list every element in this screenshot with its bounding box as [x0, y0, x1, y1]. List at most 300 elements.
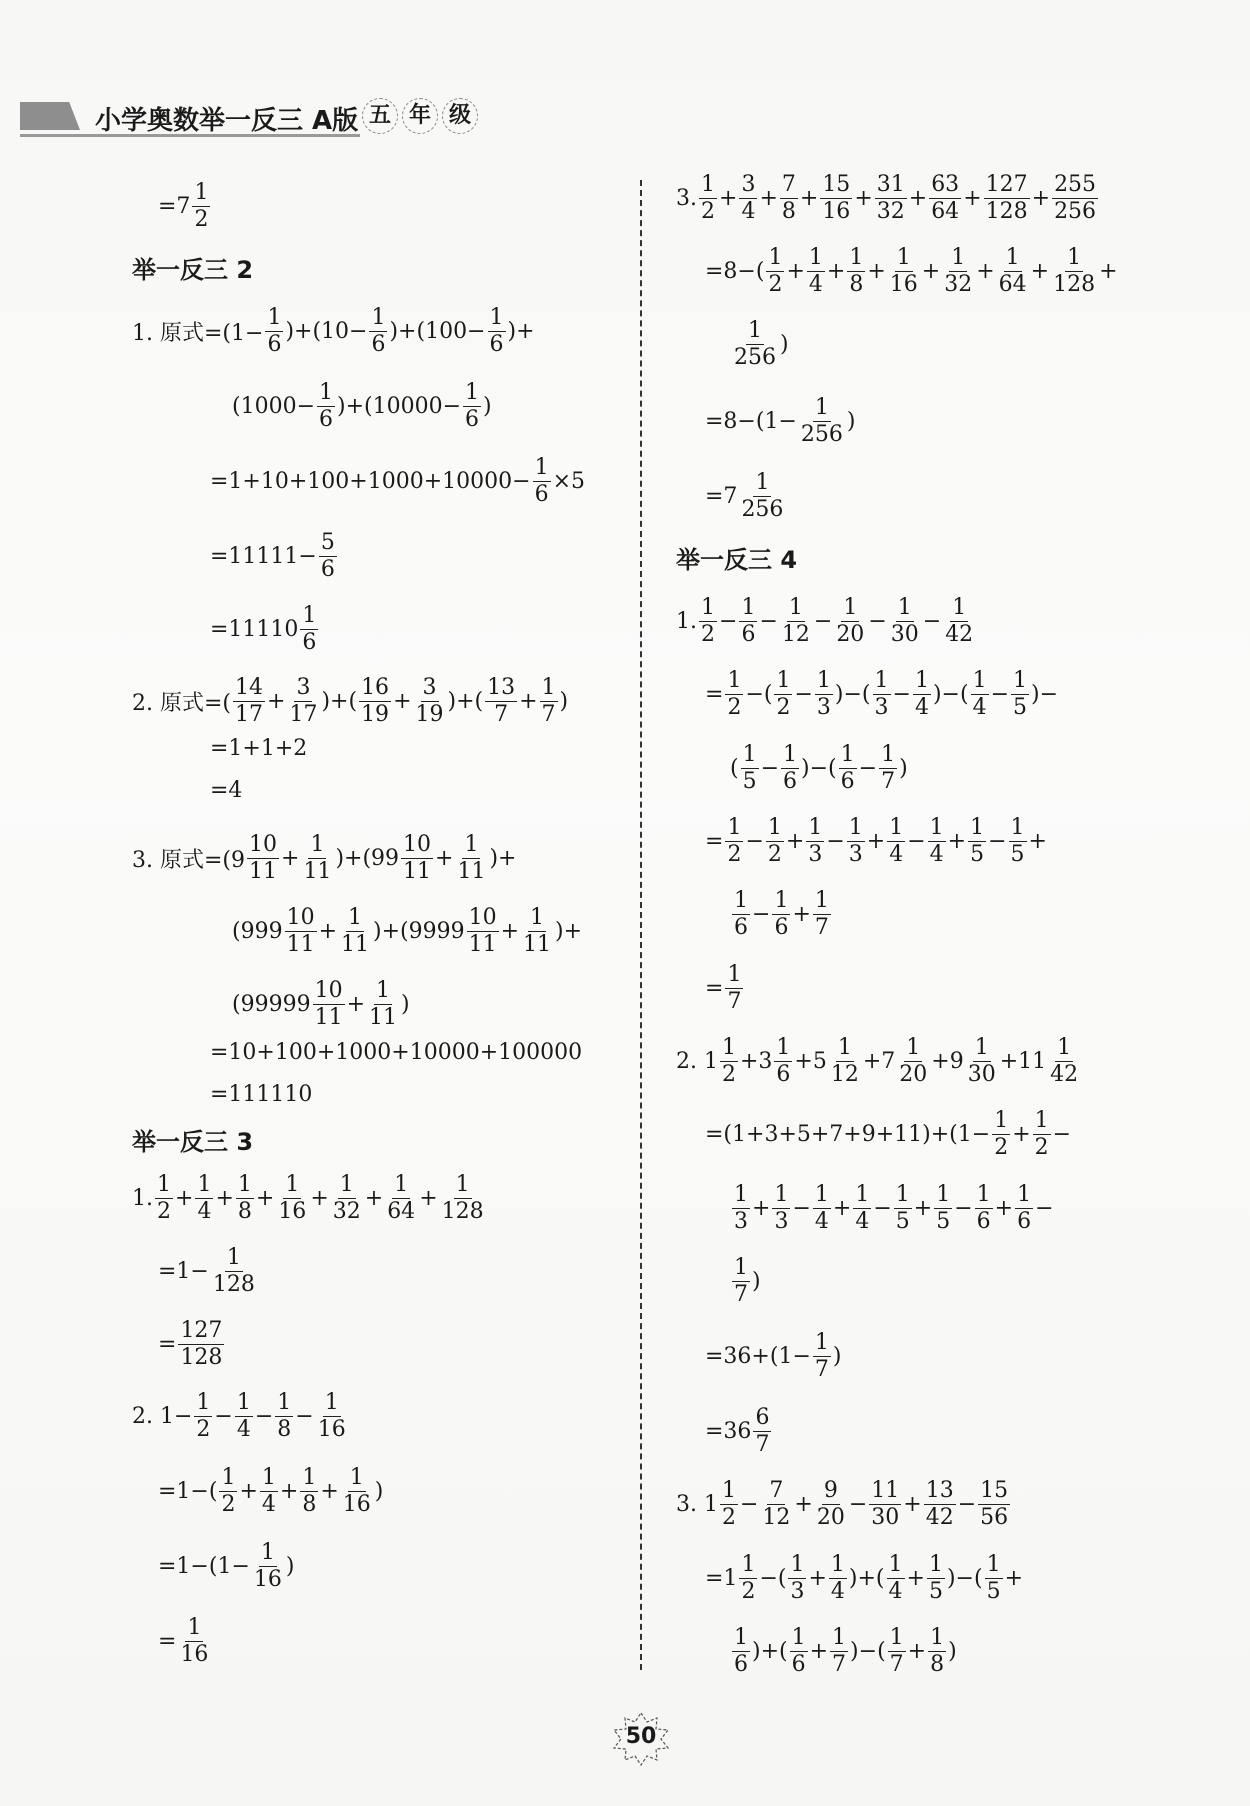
denominator: 6	[319, 407, 334, 432]
denominator: 11	[523, 932, 552, 957]
fraction	[367, 978, 399, 1031]
section-heading: 举一反三 2	[132, 256, 254, 284]
numerator: 1	[928, 1552, 943, 1577]
denominator: 2	[727, 695, 742, 720]
math-text: )+(	[848, 1566, 885, 1591]
math-text: +	[799, 186, 819, 211]
numerator: 31	[876, 172, 905, 197]
numerator: 1	[319, 380, 334, 405]
denominator: 32	[944, 272, 973, 297]
numerator: 1	[1010, 815, 1025, 840]
denominator: 5	[742, 769, 757, 794]
math-text: +	[175, 1186, 194, 1211]
fraction	[978, 1478, 1010, 1531]
math-text: =11110	[210, 617, 299, 642]
math-text: +	[239, 1479, 258, 1504]
numerator: 127	[985, 172, 1028, 197]
numerator: 13	[487, 675, 516, 700]
math-text: )+(10000−	[337, 394, 462, 419]
fraction	[929, 172, 961, 225]
fraction	[873, 668, 891, 721]
math-text: −	[848, 1492, 868, 1517]
denominator: 6	[976, 1209, 991, 1234]
fraction	[285, 905, 317, 958]
denominator: 8	[237, 1199, 252, 1224]
equation-line	[730, 1182, 1054, 1235]
numerator: 1	[930, 1625, 945, 1650]
denominator: 4	[889, 842, 904, 867]
fraction	[236, 1172, 254, 1225]
math-text: =1−(1−	[158, 1554, 250, 1579]
grade-char: 五	[362, 98, 398, 134]
fraction	[414, 675, 446, 728]
math-text: )+	[555, 919, 583, 944]
denominator: 5	[970, 842, 985, 867]
math-text: +	[393, 689, 412, 714]
math-text: −	[1035, 1196, 1054, 1221]
denominator: 128	[1053, 272, 1096, 297]
denominator: 8	[781, 199, 796, 224]
denominator: 256	[800, 422, 843, 447]
denominator: 2	[157, 1199, 171, 1224]
denominator: 2	[701, 622, 715, 647]
numerator: 1	[1017, 1182, 1032, 1207]
numerator: 1	[727, 962, 742, 987]
equation-line	[158, 1465, 383, 1518]
denominator: 16	[342, 1492, 371, 1517]
math-text: 1. 原式=(1−	[132, 321, 264, 346]
numerator: 1	[814, 395, 829, 420]
fraction	[772, 888, 790, 941]
math-text: =8−(	[705, 259, 765, 284]
equation-line	[158, 180, 212, 233]
math-text: =	[705, 829, 724, 854]
math-text: )	[401, 992, 410, 1017]
fraction	[968, 815, 986, 868]
numerator: 1	[196, 1390, 211, 1415]
fraction	[339, 905, 371, 958]
math-text: )+(10−	[285, 319, 368, 344]
numerator: 1	[874, 668, 889, 693]
numerator: 1	[896, 245, 911, 270]
numerator: 1	[889, 815, 904, 840]
math-text: =	[705, 976, 724, 1001]
fraction	[788, 1552, 806, 1605]
math-text: −	[794, 682, 813, 707]
numerator: 1	[897, 595, 912, 620]
math-text: 2. 原式=(	[132, 691, 232, 716]
math-text: (99999	[232, 992, 311, 1017]
numerator: 1	[741, 595, 756, 620]
math-text: +	[281, 846, 300, 871]
fraction	[966, 1035, 998, 1088]
math-text: +	[947, 829, 967, 854]
numerator: 1	[768, 245, 783, 270]
grade-char: 级	[442, 98, 478, 134]
denominator: 12	[781, 622, 810, 647]
denominator: 4	[830, 1579, 845, 1604]
numerator: 1	[855, 1182, 870, 1207]
math-text: −(	[745, 682, 773, 707]
math-text: )+(	[447, 689, 484, 714]
math-text: 3.	[676, 186, 697, 211]
fraction	[942, 245, 974, 298]
math-text: +	[267, 689, 286, 714]
math-text: +	[435, 846, 454, 871]
denominator: 6	[534, 482, 549, 507]
numerator: 1	[261, 1465, 276, 1490]
fraction	[316, 1390, 348, 1443]
math-text: −	[760, 756, 780, 781]
math-text: (999	[232, 919, 283, 944]
fraction	[725, 815, 743, 868]
denominator: 3	[816, 695, 831, 720]
numerator: 1	[302, 603, 317, 628]
fraction	[463, 380, 481, 433]
denominator: 4	[814, 1209, 829, 1234]
equation-line	[705, 1405, 773, 1458]
math-text: +	[808, 1566, 827, 1591]
denominator: 3	[790, 1579, 805, 1604]
denominator: 6	[302, 630, 317, 655]
equation-line	[158, 1615, 212, 1668]
fraction	[799, 395, 845, 448]
denominator: 2	[1034, 1135, 1049, 1160]
equation-line	[730, 1255, 761, 1308]
fraction	[341, 1465, 373, 1518]
denominator: 11	[457, 859, 486, 884]
numerator: 1	[776, 668, 791, 693]
denominator: 4	[808, 272, 823, 297]
equation-line	[676, 1478, 1012, 1531]
denominator: 11	[303, 859, 332, 884]
math-text: −	[739, 1492, 759, 1517]
math-text: +	[908, 186, 928, 211]
fraction	[820, 172, 852, 225]
math-text: −	[254, 1404, 274, 1429]
math-text: =1−(	[158, 1479, 218, 1504]
math-text: +	[794, 1492, 813, 1517]
numerator: 1	[970, 815, 985, 840]
denominator: 6	[320, 557, 335, 582]
denominator: 64	[998, 272, 1027, 297]
denominator: 7	[889, 1652, 904, 1677]
math-text: +	[1028, 829, 1047, 854]
math-text: )	[780, 332, 789, 357]
math-text: +	[792, 902, 811, 927]
denominator: 8	[930, 1652, 945, 1677]
denominator: 3	[734, 1209, 748, 1234]
equation-line	[132, 1172, 488, 1225]
denominator: 2	[767, 842, 782, 867]
math-text: +	[854, 186, 873, 211]
denominator: 32	[332, 1199, 361, 1224]
numerator: 1	[808, 245, 823, 270]
equation-line	[210, 530, 339, 583]
math-text: +9	[931, 1049, 964, 1074]
numerator: 1	[394, 1172, 409, 1197]
numerator: 1	[742, 742, 757, 767]
numerator: 1	[848, 815, 863, 840]
denominator: 7	[734, 1282, 748, 1307]
fraction	[1051, 245, 1097, 298]
math-text: +	[1030, 259, 1050, 284]
fraction	[753, 1405, 771, 1458]
denominator: 6	[776, 1062, 791, 1087]
numerator: 1	[791, 1625, 806, 1650]
fraction	[766, 245, 784, 298]
numerator: 1	[914, 668, 929, 693]
denominator: 6	[489, 332, 504, 357]
equation-line	[132, 1390, 350, 1443]
denominator: 16	[253, 1567, 282, 1592]
fraction	[300, 603, 318, 656]
fraction	[178, 1318, 224, 1371]
math-text: =	[705, 682, 724, 707]
math-text: −	[868, 609, 887, 634]
numerator: 1	[1013, 668, 1027, 693]
denominator: 4	[855, 1209, 870, 1234]
denominator: 16	[180, 1642, 209, 1667]
denominator: 3	[848, 842, 863, 867]
math-text: (1000−	[232, 394, 316, 419]
numerator: 15	[822, 172, 851, 197]
math-text: )+(100−	[389, 319, 486, 344]
math-text: +	[921, 259, 941, 284]
numerator: 1	[1005, 245, 1020, 270]
denominator: 20	[836, 622, 865, 647]
numerator: 1	[830, 1552, 845, 1577]
fraction	[739, 172, 757, 225]
denominator: 6	[465, 407, 480, 432]
denominator: 6	[371, 332, 386, 357]
denominator: 6	[1017, 1209, 1032, 1234]
fraction	[847, 815, 865, 868]
denominator: 128	[441, 1199, 484, 1224]
fraction	[829, 1035, 861, 1088]
numerator: 1	[889, 1625, 904, 1650]
math-text: )	[285, 1554, 295, 1579]
math-text: +	[279, 1479, 299, 1504]
equation-line	[705, 470, 787, 523]
math-text: +	[500, 919, 520, 944]
denominator: 5	[936, 1209, 951, 1234]
math-text: )−(	[801, 756, 837, 781]
fraction	[887, 1552, 905, 1605]
denominator: 6	[734, 915, 748, 940]
math-text: +	[255, 1186, 275, 1211]
denominator: 42	[925, 1505, 954, 1530]
fraction	[887, 815, 905, 868]
math-text: =111110	[210, 1082, 313, 1107]
numerator: 5	[320, 530, 335, 555]
numerator: 1	[952, 595, 967, 620]
numerator: 1	[236, 1390, 251, 1415]
numerator: 1	[840, 742, 855, 767]
math-text: −	[954, 1196, 973, 1221]
denominator: 42	[1050, 1062, 1079, 1087]
math-text: 3. 1	[676, 1492, 718, 1517]
fraction	[739, 470, 785, 523]
denominator: 32	[876, 199, 905, 224]
denominator: 6	[267, 332, 282, 357]
denominator: 11	[249, 859, 277, 884]
page-number-badge	[610, 1712, 672, 1766]
equation-line	[210, 778, 242, 803]
numerator: 7	[769, 1478, 784, 1503]
numerator: 1	[721, 1035, 736, 1060]
denominator: 30	[967, 1062, 996, 1087]
numerator: 1	[530, 905, 545, 930]
fraction	[888, 245, 920, 298]
numerator: 1	[349, 1465, 364, 1490]
fraction	[359, 675, 391, 728]
denominator: 2	[721, 1505, 736, 1530]
denominator: 5	[895, 1209, 910, 1234]
denominator: 6	[840, 769, 855, 794]
numerator: 1	[832, 1625, 847, 1650]
denominator: 11	[286, 932, 315, 957]
fraction	[467, 905, 499, 958]
numerator: 1	[371, 305, 386, 330]
math-text: −	[1052, 1122, 1072, 1147]
denominator: 11	[341, 932, 370, 957]
denominator: 5	[1010, 842, 1025, 867]
numerator: 1	[814, 1330, 829, 1355]
book-title: 小学奥数举一反三 A版	[95, 106, 359, 136]
numerator: 1	[324, 1390, 339, 1415]
equation-line	[210, 1040, 582, 1065]
numerator: 1	[727, 668, 742, 693]
math-text: −	[990, 682, 1009, 707]
denominator: 4	[236, 1417, 251, 1442]
fraction	[992, 1108, 1010, 1161]
math-text: +	[1031, 186, 1051, 211]
math-text: (	[730, 756, 739, 781]
numerator: 1	[849, 245, 864, 270]
fraction	[533, 455, 551, 508]
fraction	[1033, 1108, 1051, 1161]
numerator: 1	[721, 1478, 736, 1503]
denominator: 5	[928, 1579, 943, 1604]
numerator: 6	[755, 1405, 770, 1430]
numerator: 1	[455, 1172, 470, 1197]
math-text: =	[158, 1332, 177, 1357]
math-text: −	[214, 1404, 233, 1429]
numerator: 1	[465, 380, 480, 405]
numerator: 1	[157, 1172, 171, 1197]
fraction	[488, 305, 506, 358]
equation-line	[730, 1625, 957, 1678]
equation-line	[132, 675, 568, 728]
denominator: 20	[899, 1062, 928, 1087]
numerator: 1	[936, 1182, 951, 1207]
math-text: +3	[739, 1049, 773, 1074]
math-text: +	[903, 1492, 922, 1517]
equation-line	[210, 603, 320, 656]
fraction	[897, 1035, 929, 1088]
denominator: 11	[369, 1005, 398, 1030]
numerator: 1	[302, 1465, 317, 1490]
math-text: −	[752, 902, 771, 927]
fraction	[815, 1478, 847, 1531]
math-text: +	[519, 689, 538, 714]
math-text: +	[809, 1639, 829, 1664]
fraction	[331, 1172, 363, 1225]
fraction	[928, 1625, 946, 1678]
numerator: 1	[194, 180, 209, 205]
math-text: +	[867, 259, 886, 284]
fraction	[369, 305, 387, 358]
math-text: −	[922, 609, 942, 634]
math-text: +	[866, 829, 886, 854]
math-text: =(1+3+5+7+9+11)+(1−	[705, 1122, 991, 1147]
fraction	[178, 1615, 210, 1668]
fraction	[313, 978, 345, 1031]
section-heading: 举一反三 3	[132, 1128, 254, 1156]
denominator: 17	[235, 702, 264, 727]
fraction	[1048, 1035, 1080, 1088]
math-text: )+	[507, 319, 535, 344]
math-text: )	[559, 689, 569, 714]
denominator: 42	[945, 622, 974, 647]
fraction	[521, 905, 553, 958]
fraction	[732, 1625, 750, 1678]
numerator: 1	[1057, 1035, 1072, 1060]
denominator: 2	[194, 207, 209, 232]
fraction	[725, 668, 743, 721]
numerator: 15	[980, 1478, 1009, 1503]
fraction	[971, 668, 989, 721]
math-text: +	[320, 1479, 339, 1504]
numerator: 7	[781, 172, 796, 197]
denominator: 8	[849, 272, 864, 297]
math-text: =1+1+2	[210, 736, 308, 761]
denominator: 2	[196, 1417, 211, 1442]
denominator: 2	[768, 272, 783, 297]
numerator: 1	[734, 888, 748, 913]
fraction	[265, 305, 283, 358]
denominator: 3	[808, 842, 823, 867]
numerator: 63	[931, 172, 960, 197]
fraction	[834, 595, 866, 648]
fraction	[875, 172, 907, 225]
fraction	[699, 595, 717, 648]
equation-line	[676, 595, 977, 648]
math-text: =1+10+100+1000+10000−	[210, 469, 531, 494]
math-text: −	[988, 829, 1007, 854]
math-text: =4	[210, 778, 243, 803]
fraction	[985, 1552, 1003, 1605]
numerator: 1	[767, 815, 782, 840]
denominator: 4	[197, 1199, 212, 1224]
fraction	[806, 815, 824, 868]
math-text: −	[892, 682, 911, 707]
fraction	[540, 675, 558, 728]
math-text: 1.	[132, 1186, 153, 1211]
fraction	[732, 1255, 750, 1308]
numerator: 1	[881, 742, 896, 767]
numerator: 1	[837, 1035, 852, 1060]
fraction	[235, 1390, 253, 1443]
numerator: 1	[814, 888, 829, 913]
fraction	[725, 962, 743, 1015]
fraction	[317, 380, 335, 433]
math-text: −	[295, 1404, 314, 1429]
numerator: 255	[1054, 172, 1097, 197]
math-text: +	[963, 186, 982, 211]
numerator: 16	[361, 675, 390, 700]
